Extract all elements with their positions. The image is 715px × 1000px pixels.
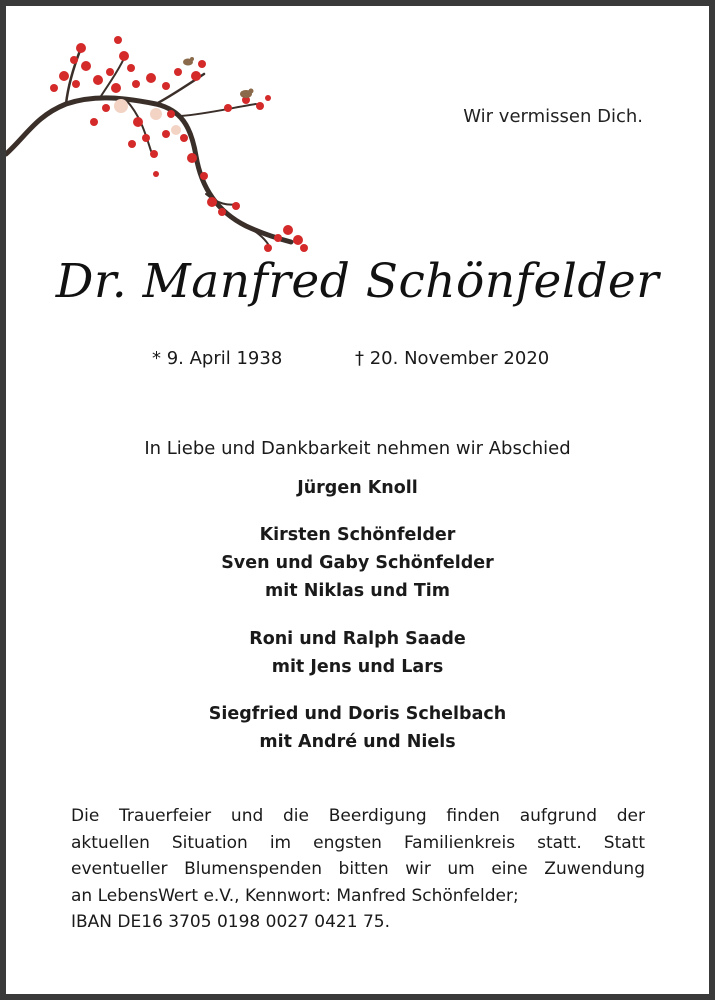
- mourner-line: Kirsten Schönfelder: [259, 525, 456, 545]
- funeral-notice: [71, 803, 645, 936]
- mourner-group: [6, 700, 709, 756]
- mourner-line: Roni und Ralph Saade: [249, 629, 466, 649]
- notice-line: eventueller Blumenspenden bitten wir um eine Zuwendung: [71, 859, 645, 879]
- notice-line: aktuellen Situation im engsten Familienkreis statt. Statt: [71, 832, 645, 853]
- obituary-page: [6, 6, 709, 994]
- mourner-line: Jürgen Knoll: [297, 478, 418, 498]
- notice-line: IBAN DE16 3705 0198 0027 0421 75.: [71, 912, 390, 932]
- mourner-line: Sven und Gaby Schönfelder: [221, 553, 494, 573]
- motto: Wir vermissen Dich.: [463, 106, 643, 127]
- mourner-group: [6, 521, 709, 605]
- mourner-line: Siegfried und Doris Schelbach: [208, 704, 507, 724]
- mourner-line: mit André und Niels: [259, 732, 456, 752]
- mourner-line: mit Niklas und Tim: [265, 581, 450, 601]
- mourner-line: mit Jens und Lars: [271, 657, 444, 677]
- farewell-intro: In Liebe und Dankbarkeit nehmen wir Abschied: [144, 438, 571, 459]
- birth-date: * 9. April 1938: [152, 348, 283, 369]
- mourner-group: [6, 474, 709, 502]
- notice-line: Die Trauerfeier und die Beerdigung finden aufgrund der: [71, 806, 645, 826]
- death-date: † 20. November 2020: [355, 348, 550, 369]
- mourner-group: [6, 625, 709, 681]
- plum-blossom-branch-illustration: [6, 26, 326, 266]
- notice-line: an LebensWert e.V., Kennwort: Manfred Schönfelder;: [71, 885, 519, 906]
- deceased-name: Dr. Manfred Schönfelder: [55, 254, 660, 309]
